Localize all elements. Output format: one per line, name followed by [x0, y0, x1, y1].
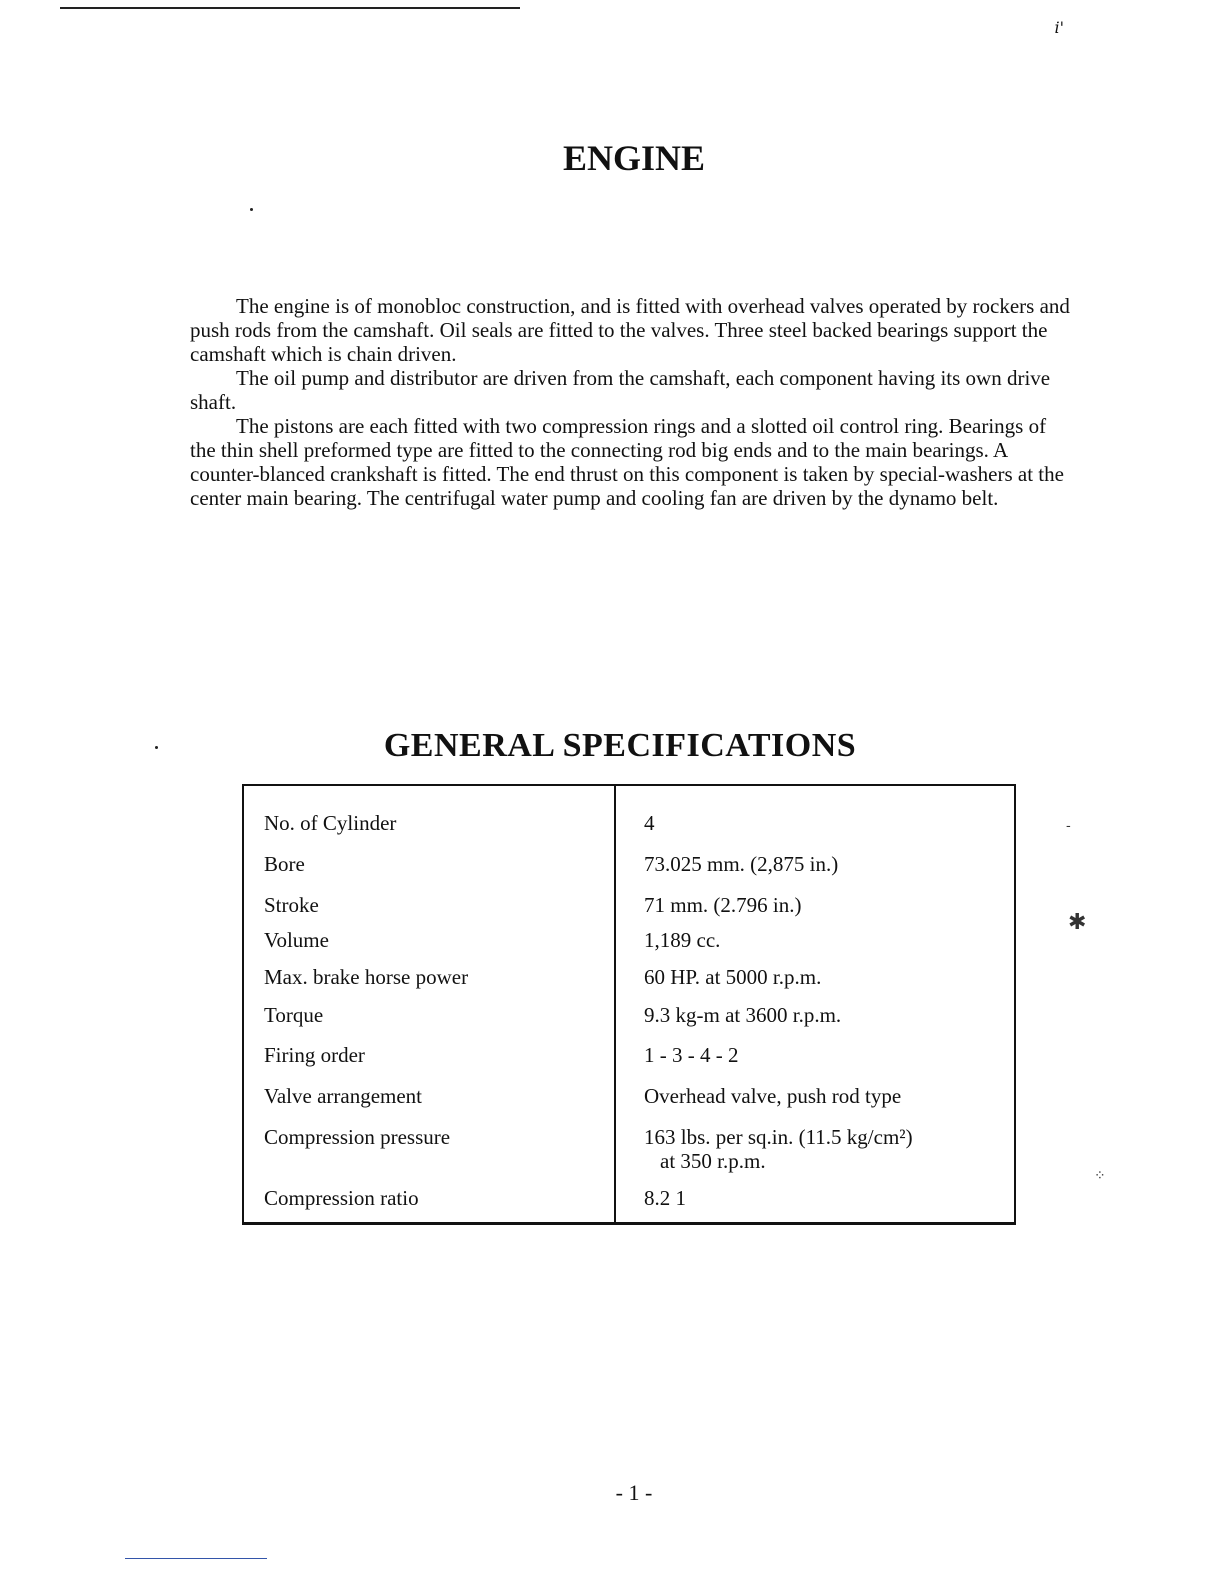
scan-smudge: ✱: [1068, 910, 1087, 935]
engine-paragraph-2: The oil pump and distributor are driven from the camshaft, each component having its own drive shaft.: [190, 366, 1051, 414]
corner-mark: i': [1054, 18, 1064, 37]
top-rule: [60, 7, 520, 9]
spec-label-bore: Bore: [264, 852, 305, 876]
specifications-title: GENERAL SPECIFICATIONS: [383, 727, 857, 764]
specifications-table: [242, 784, 1016, 1225]
spec-value-compression-pressure-line2: at 350 r.p.m.: [660, 1149, 766, 1173]
spec-label-valve-arrangement: Valve arrangement: [264, 1084, 423, 1108]
engine-title: ENGINE: [562, 138, 706, 178]
spec-label-firing-order: Firing order: [264, 1043, 365, 1067]
scan-speck: [250, 208, 253, 211]
spec-value-torque: 9.3 kg-m at 3600 r.p.m.: [644, 1003, 842, 1027]
spec-value-compression-pressure: [644, 1125, 1004, 1173]
spec-value-horse-power: 60 HP. at 5000 r.p.m.: [644, 965, 822, 989]
spec-label-stroke: Stroke: [264, 893, 319, 917]
scan-smudge: -: [1066, 818, 1071, 834]
spec-value-valve-arrangement: Overhead valve, push rod type: [644, 1084, 902, 1108]
spec-label-cylinders: No. of Cylinder: [264, 811, 397, 835]
spec-value-volume: 1,189 cc.: [644, 928, 721, 952]
spec-label-compression-ratio: Compression ratio: [264, 1186, 419, 1210]
spec-value-compression-ratio: 8.2 1: [644, 1186, 686, 1210]
spec-label-volume: Volume: [264, 928, 329, 952]
spec-label-torque: Torque: [264, 1003, 324, 1027]
spec-label-horse-power: Max. brake horse power: [264, 965, 469, 989]
engine-paragraph-3: The pistons are each fitted with two compression rings and a slotted oil control ring. Bearings of the thin shell preformed type are fitted to the connecting rod big ends and to the main bearings. A counter-blanced crankshaft is fitted. The end thrust on this component is taken by special-washers at the center main bearing. The centrifugal water pump and cooling fan are driven by the dynamo belt.: [190, 414, 1064, 510]
spec-value-cylinders: 4: [644, 811, 655, 835]
page-number: - 1 -: [615, 1480, 653, 1505]
engine-description: [190, 294, 1070, 510]
spec-value-bore: 73.025 mm. (2,875 in.): [644, 852, 839, 876]
spec-value-compression-pressure-line1: 163 lbs. per sq.in. (11.5 kg/cm²): [644, 1125, 913, 1149]
spec-value-firing-order: 1 - 3 - 4 - 2: [644, 1043, 739, 1067]
spec-label-compression-pressure: Compression pressure: [264, 1125, 451, 1149]
table-column-divider: [614, 786, 616, 1222]
bottom-rule: [125, 1558, 267, 1559]
engine-paragraph-1: The engine is of monobloc construction, and is fitted with overhead valves operated by rockers and push rods from the camshaft. Oil seals are fitted to the valves. Three steel backed bearings support the camshaft which is chain driven.: [190, 294, 1070, 366]
scan-smudge: ⁘: [1094, 1168, 1106, 1184]
spec-value-stroke: 71 mm. (2.796 in.): [644, 893, 802, 917]
